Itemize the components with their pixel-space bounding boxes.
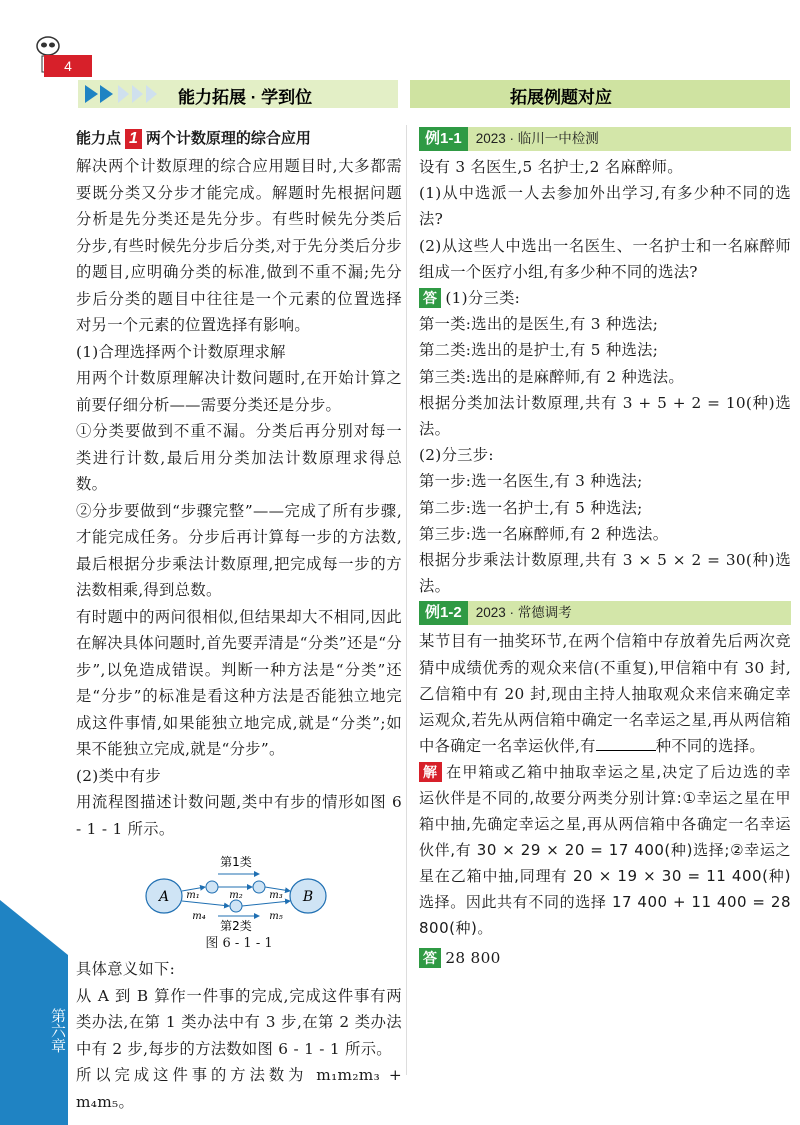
header-left-title: 能力拓展 · 学到位: [178, 88, 313, 107]
answer-line: 第二步:选一名护士,有 5 种选法;: [419, 498, 643, 517]
answer-line: 根据分步乘法计数原理,共有 3 × 5 × 2 = 30(种)选法。: [419, 551, 791, 596]
answer-line: 第一类:选出的是医生,有 3 种选法;: [419, 315, 659, 334]
class1-label: 第1类: [220, 855, 252, 869]
answer-line: 第三步:选一名麻醉师,有 2 种选法。: [419, 524, 669, 543]
answer-text: (1)分三类:: [445, 289, 521, 308]
header-right-title: 拓展例题对应: [510, 88, 612, 107]
chapter-label: 第六章: [49, 1008, 66, 1053]
left-column: [76, 125, 402, 1115]
m1-label: m₁: [186, 890, 200, 901]
paragraph: 用两个计数原理解决计数问题时,在开始计算之前要仔细分析——需要分类还是分步。: [76, 369, 402, 414]
paragraph: 所以完成这件事的方法数为 m₁m₂m₃ + m₄m₅。: [76, 1066, 402, 1111]
page-number: 4: [44, 55, 92, 77]
heading-prefix: 能力点: [76, 130, 122, 147]
final-answer: [419, 945, 791, 971]
question-part: 某节目有一抽奖环节,在两个信箱中存放着先后两次竞猜中成绩优秀的观众来信(不重复),甲信箱中有 30 封,乙信箱中有 20 封,现由主持人抽取观众来信来确定幸运观众,若先从两信箱中确定一名幸运之星,再从两信箱中各确定一名幸运伙伴,有: [419, 632, 791, 756]
answer-line: 第三类:选出的是麻醉师,有 2 种选法。: [419, 367, 684, 386]
m5-label: m₅: [269, 911, 283, 922]
solution-tag: 解: [419, 762, 442, 782]
answer-line: (2)分三步:: [419, 446, 494, 465]
class2-label: 第2类: [220, 919, 252, 933]
example-tag: 例1-2: [419, 601, 468, 625]
flow-diagram: [76, 844, 402, 934]
figure-caption: 图 6 - 1 - 1: [205, 936, 273, 951]
answer-value: 28 800: [445, 949, 501, 968]
solution-text: [419, 759, 791, 941]
arrow-icon: [146, 85, 157, 103]
question-part: 种不同的选择。: [655, 737, 765, 756]
m2-label: m₂: [229, 890, 243, 901]
question-line: (1)从中选派一人去参加外出学习,有多少种不同的选法?: [419, 184, 791, 229]
example-tag: 例1-1: [419, 127, 468, 151]
heading-text: 两个计数原理的综合应用: [145, 130, 311, 147]
question-line: (2)从这些人中选出一名医生、一名护士和一名麻醉师组成一个医疗小组,有多少种不同的选法?: [419, 236, 791, 281]
question-text: [419, 628, 791, 759]
answer-line: 根据分类加法计数原理,共有 3 + 5 + 2 = 10(种)选法。: [419, 393, 791, 439]
paragraph: 用流程图描述计数问题,类中有步的情形如图 6 - 1 - 1 所示。: [76, 793, 402, 838]
paragraph: 有时题中的两问很相似,但结果却大不相同,因此在解决具体问题时,首先要弄清是“分类”还是“分步”,以免造成错误。判断一种方法是“分类”还是“分步”的标准是看这种方法是否能独立地完成这件事情,如果能独立地完成,就是“分类”;如果不能独立完成,就是“分步”。: [76, 607, 402, 758]
right-column: [419, 125, 791, 972]
answer-blank: [596, 734, 656, 751]
paragraph: (1)合理选择两个计数原理求解: [76, 342, 286, 361]
example-source: 2023 · 临川一中检测: [475, 131, 599, 146]
paragraph: (2)类中有步: [76, 766, 161, 785]
m3-label: m₃: [269, 890, 283, 901]
paragraph: 具体意义如下:: [76, 960, 176, 978]
solution-body: 在甲箱或乙箱中抽取幸运之星,决定了后边选的幸运伙伴是不同的,故要分两类分别计算:①幸运之星在甲箱中抽,先确定幸运之星,再从两信箱中各确定一名幸运伙伴,有 30 × 29 × 20 = 17 400(种)选择;②幸运之星在乙箱中抽,同理有 20 × 19 × 30 = 11 400(种)选择。因此共有不同的选择 17 400 + 11 400 = 28 800(种)。: [419, 763, 791, 938]
heading-number-badge: 1: [125, 129, 142, 149]
example-header: [419, 127, 791, 151]
example-header: [419, 601, 791, 625]
m4-label: m₄: [192, 911, 206, 922]
answer-line: [419, 285, 791, 311]
paragraph: ①分类要做到不重不漏。分类后再分别对每一类进行计数,最后用分类加法计数原理求得总数。: [76, 422, 402, 493]
arrow-icon: [85, 85, 98, 103]
step-node: [206, 881, 218, 893]
column-divider: [406, 125, 407, 1075]
step-node: [230, 900, 242, 912]
flow-arrow: [182, 901, 229, 906]
flow-arrow: [242, 901, 290, 906]
arrow-icon: [118, 85, 129, 103]
arrow-icon: [100, 85, 113, 103]
arrow-icon: [132, 85, 143, 103]
answer-line: 第一步:选一名医生,有 3 种选法;: [419, 472, 643, 491]
answer-tag: 答: [419, 288, 441, 308]
question-line: 设有 3 名医生,5 名护士,2 名麻醉师。: [419, 158, 683, 176]
paragraph: ②分步要做到“步骤完整”——完成了所有步骤,才能完成任务。分步后再计算每一步的方法数,最后根据分步乘法计数原理,把完成每一步的方法数相乘,得到总数。: [76, 501, 402, 599]
paragraph: 解决两个计数原理的综合应用题目时,大多都需要既分类又分步才能完成。解题时先根据问题分析是先分类还是先分步。有些时候先分类后分步,有些时候先分步后分类,对于先分类后分步的题目,应明确分类的标准,做到不重不漏;先分步后分类的题目中往往是一个元素的位置选择对另一个元素的位置选择有影响。: [76, 157, 402, 334]
paragraph: 从 A 到 B 算作一件事的完成,完成这件事有两类办法,在第 1 类办法中有 3 步,在第 2 类办法中有 2 步,每步的方法数如图 6 - 1 - 1 所示。: [76, 986, 402, 1058]
example-source: 2023 · 常德调考: [475, 605, 572, 621]
answer-tag: 答: [419, 948, 441, 968]
step-node: [253, 881, 265, 893]
flow-diagram-svg: [76, 844, 402, 934]
node-a-label: A: [158, 889, 170, 905]
node-b-label: B: [302, 889, 314, 905]
answer-line: 第二类:选出的是护士,有 5 种选法;: [419, 341, 659, 360]
section-heading: [76, 125, 402, 153]
